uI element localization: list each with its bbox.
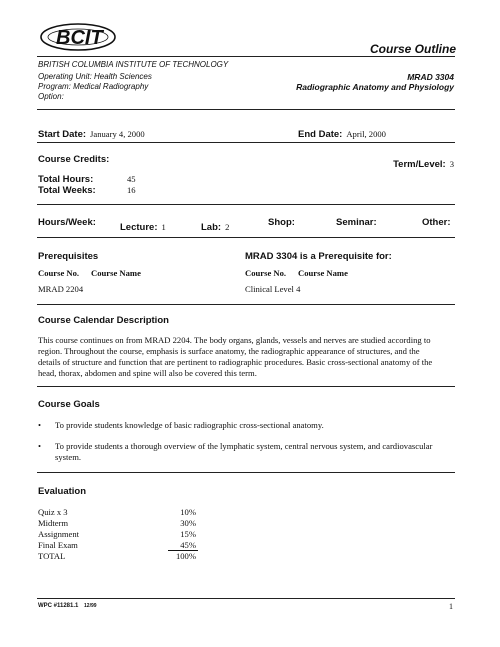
- goal-bullet: •: [38, 441, 42, 451]
- seminar-label: Seminar:: [336, 217, 377, 228]
- doc-title: Course Outline: [370, 42, 457, 56]
- eval-item: Midterm: [38, 518, 69, 528]
- form-code: [38, 603, 97, 609]
- term-level-label: Term/Level:: [393, 159, 446, 170]
- calendar-description: [38, 335, 458, 379]
- total-hours-value: 45: [127, 174, 136, 184]
- eval-item: Quiz x 3: [38, 507, 68, 517]
- eval-pct: 45%: [180, 540, 196, 550]
- goals-title: Course Goals: [38, 399, 100, 410]
- start-date-label: Start Date:: [38, 129, 87, 140]
- eval-pct-total: 100%: [175, 551, 196, 561]
- eval-item: Assignment: [38, 529, 80, 539]
- start-date: [38, 124, 145, 142]
- lecture-hours: [120, 217, 166, 235]
- other-label: Other:: [422, 217, 451, 228]
- start-date-value: January 4, 2000: [90, 129, 145, 139]
- calendar-line: This course continues on from MRAD 2204. The body organs, glands, vessels and nerves are studied according to: [38, 335, 431, 345]
- footer-rule: [37, 598, 455, 599]
- eval-item-total: TOTAL: [38, 551, 66, 561]
- eval-pct: 10%: [180, 507, 196, 517]
- end-date-label: End Date:: [298, 129, 343, 140]
- option: Option:: [38, 92, 64, 101]
- rule-hours-bottom: [37, 237, 455, 238]
- lab-hours: [201, 217, 229, 235]
- lab-value: 2: [225, 222, 230, 232]
- evaluation-title: Evaluation: [38, 486, 87, 497]
- eval-pct: 30%: [180, 518, 196, 528]
- rule-evaluation-top: [37, 472, 455, 473]
- term-level-value: 3: [449, 159, 454, 169]
- form-code-date: 12/99: [84, 603, 97, 609]
- institution-name: BRITISH COLUMBIA INSTITUTE OF TECHNOLOGY: [38, 60, 229, 69]
- bcit-logo: [38, 20, 118, 54]
- total-hours-label: Total Hours:: [38, 174, 94, 185]
- header-rule: [37, 56, 455, 57]
- eval-item: Final Exam: [38, 540, 78, 550]
- goal-item: To provide students a thorough overview of the lymphatic system, central nervous system, and cardiovascular: [55, 441, 433, 451]
- logo-text: BCIT: [56, 27, 103, 49]
- total-weeks-label: Total Weeks:: [38, 185, 96, 196]
- lecture-label: Lecture:: [120, 222, 158, 233]
- eval-pct: 15%: [180, 529, 196, 539]
- prereqfor-col-course-no: Course No.: [245, 268, 287, 278]
- prerequisite-for-title: MRAD 3304 is a Prerequisite for:: [245, 251, 392, 262]
- calendar-line: details of structure and function that are pertinent to radiographic procedures. Basic cross-sectional anatomy of the: [38, 357, 433, 367]
- page-number: 1: [449, 602, 453, 611]
- prerequisites-title: Prerequisites: [38, 251, 99, 262]
- rule-goals-top: [37, 386, 455, 387]
- term-level: [393, 154, 454, 172]
- shop-label: Shop:: [268, 217, 295, 228]
- rule-dates-top: [37, 109, 455, 110]
- operating-unit: Operating Unit: Health Sciences: [38, 72, 152, 81]
- course-credits-label: Course Credits:: [38, 154, 110, 165]
- calendar-line: region. Throughout the course, emphasis is surface anatomy, the radiographic appearance of structures, and the: [38, 346, 420, 356]
- course-code: MRAD 3304: [407, 72, 454, 82]
- prereq-course-no: MRAD 2204: [38, 284, 84, 294]
- prereq-col-course-name: Course Name: [91, 268, 141, 278]
- prereqfor-course-name: Clinical Level 4: [245, 284, 301, 294]
- calendar-title: Course Calendar Description: [38, 315, 169, 326]
- hours-week-label: Hours/Week:: [38, 217, 96, 228]
- rule-hours-top: [37, 204, 455, 205]
- course-name: Radiographic Anatomy and Physiology: [296, 82, 454, 92]
- lab-label: Lab:: [201, 222, 222, 233]
- goal-item-continued: system.: [55, 452, 82, 462]
- lecture-value: 1: [161, 222, 166, 232]
- goal-item: To provide students knowledge of basic radiographic cross-sectional anatomy.: [55, 420, 324, 430]
- end-date-value: April, 2000: [346, 129, 386, 139]
- rule-calendar-top: [37, 304, 455, 305]
- program: Program: Medical Radiography: [38, 82, 149, 91]
- total-weeks-value: 16: [127, 185, 136, 195]
- rule-dates-bottom: [37, 142, 455, 143]
- goal-bullet: •: [38, 420, 42, 430]
- calendar-line: head, thorax, abdomen and spine will also be covered this term.: [38, 368, 257, 378]
- end-date: [298, 124, 386, 142]
- form-code-number: WPC #11281.1: [38, 603, 79, 609]
- prereqfor-col-course-name: Course Name: [298, 268, 348, 278]
- prereq-col-course-no: Course No.: [38, 268, 80, 278]
